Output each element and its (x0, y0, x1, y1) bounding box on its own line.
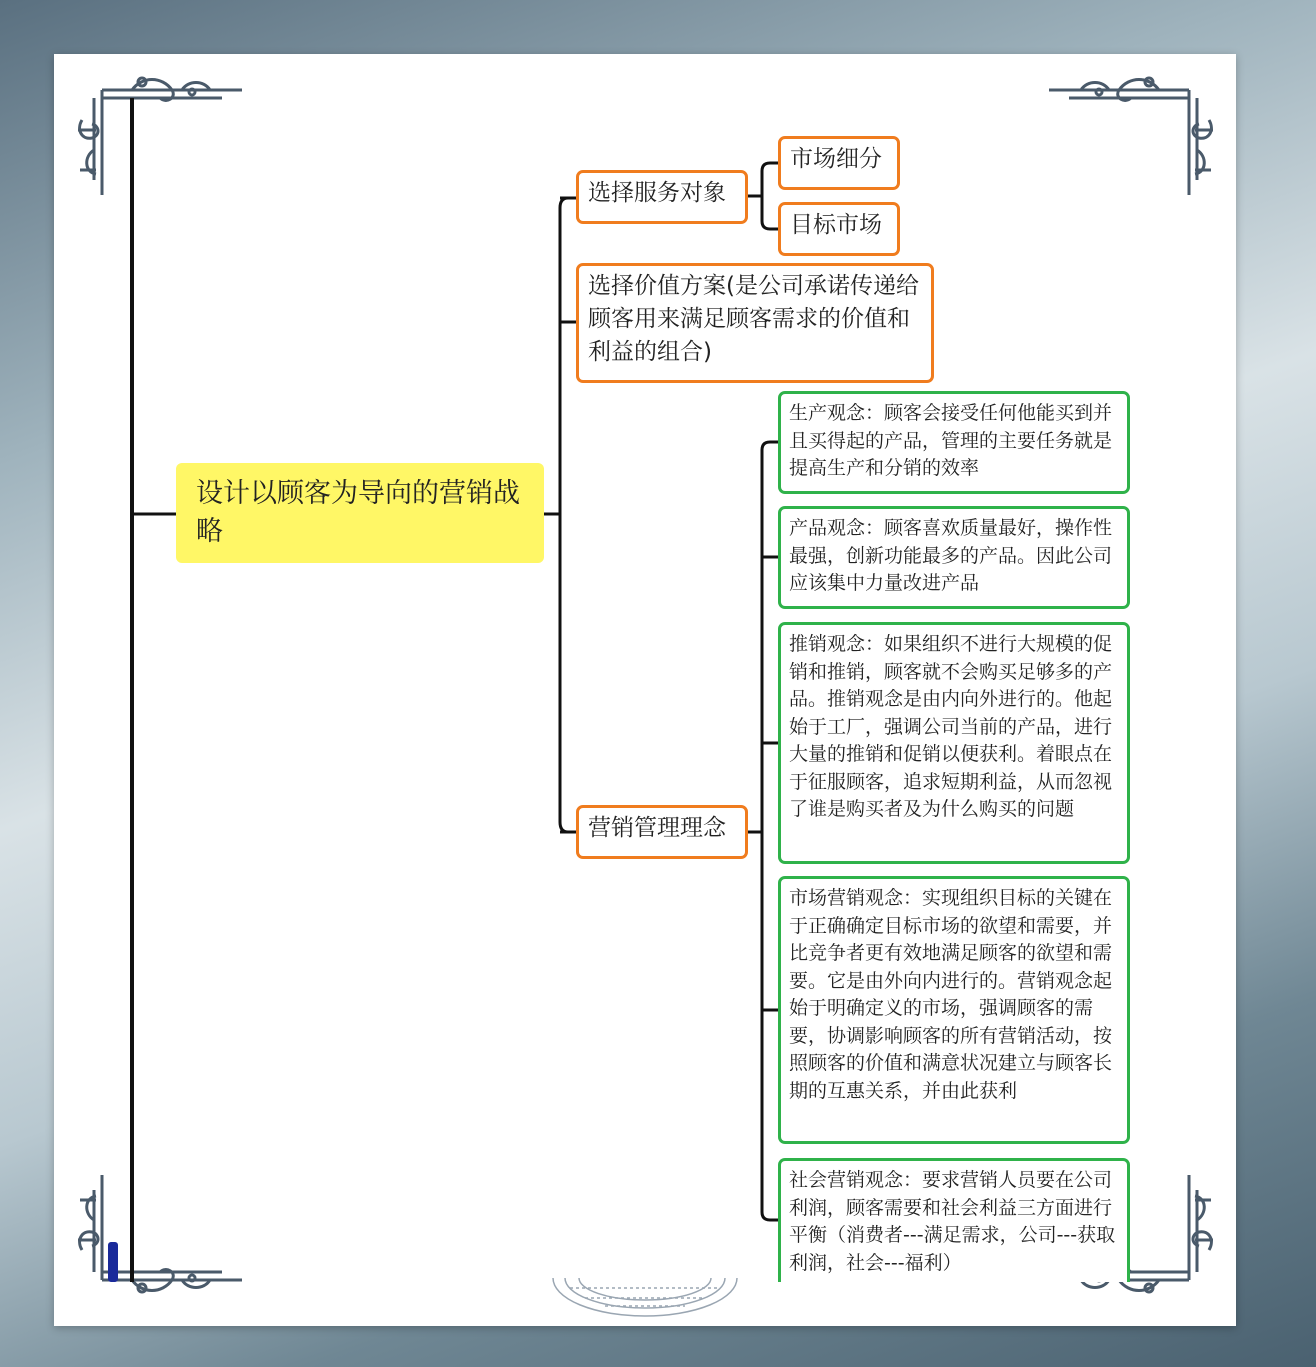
leaf-node-marketing-concept[interactable]: 市场营销观念：实现组织目标的关键在于正确确定目标市场的欲望和需要，并比竞争者更有效地满足顾客的欲望和需要。它是由外向内进行的。营销观念起始于明确定义的市场，强调顾客的需要，协调影响顾客的所有营销活动，按照顾客的价值和满意状况建立与顾客长期的互惠关系，并由此获利 (778, 876, 1130, 1144)
leaf-node-selling-concept[interactable]: 推销观念：如果组织不进行大规模的促销和推销，顾客就不会购买足够多的产品。推销观念是由内向外进行的。他起始于工厂，强调公司当前的产品，进行大量的推销和促销以便获利。着眼点在于征服顾客，追求短期利益，从而忽视了谁是购买者及为什么购买的问题 (778, 622, 1130, 864)
branch-node-select-service-target[interactable]: 选择服务对象 (576, 170, 748, 224)
branch-node-value-proposition[interactable]: 选择价值方案(是公司承诺传递给顾客用来满足顾客需求的价值和利益的组合) (576, 263, 934, 383)
leaf-node-target-market[interactable]: 目标市场 (778, 202, 900, 256)
leaf-node-production-concept[interactable]: 生产观念：顾客会接受任何他能买到并且买得起的产品，管理的主要任务就是提高生产和分销的效率 (778, 391, 1130, 494)
connector-b1-trunk (762, 163, 778, 229)
root-node[interactable]: 设计以顾客为导向的营销战略 (176, 463, 544, 563)
leaf-node-product-concept[interactable]: 产品观念：顾客喜欢质量最好，操作性最强，创新功能最多的产品。因此公司应该集中力量改进产品 (778, 506, 1130, 609)
branch-node-marketing-philosophy[interactable]: 营销管理理念 (576, 805, 748, 859)
connector-b3-trunk (762, 442, 778, 1220)
leaf-node-societal-marketing-concept[interactable]: 社会营销观念：要求营销人员要在公司利润，顾客需要和社会利益三方面进行平衡（消费者---满足需求，公司---获取利润，社会---福利） (778, 1158, 1130, 1282)
connector-hub-trunk (560, 198, 568, 832)
leaf-node-market-segmentation[interactable]: 市场细分 (778, 136, 900, 190)
